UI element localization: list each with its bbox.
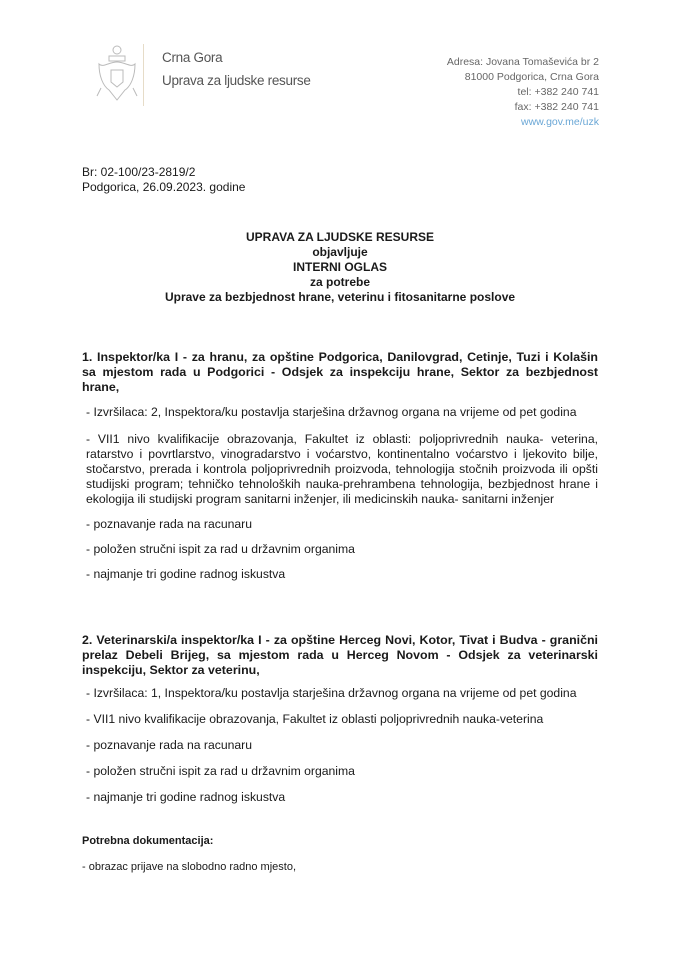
list-item: - Izvršilaca: 2, Inspektora/ku postavlja starješina državnog organa na vrijeme od pet godina (86, 405, 577, 419)
list-item: - obrazac prijave na slobodno radno mjesto, (82, 861, 297, 873)
title-line: INTERNI OGLAS (292, 260, 387, 274)
title-line: za potrebe (309, 275, 370, 289)
list-item: - Izvršilaca: 1, Inspektora/ku postavlja starješina državnog organa na vrijeme od pet godina (86, 686, 577, 700)
list-item: - najmanje tri godine radnog iskustva (86, 790, 286, 804)
title-line: Uprave za bezbjednost hrane, veterinu i fitosanitarne poslove (164, 290, 516, 304)
title-line: UPRAVA ZA LJUDSKE RESURSE (245, 230, 435, 244)
org-agency: Uprava za ljudske resurse (162, 73, 311, 88)
reference-block (82, 165, 245, 195)
document-title (82, 230, 598, 305)
position-1 (82, 350, 598, 582)
position-heading: 1. Inspektor/ka I - za hranu, za opštine Podgorica, Danilovgrad, Cetinje, Tuzi i Kolašin sa mjestom rada u Podgorici - Odsjek za inspekciju hrane, Sektor za bezbjednost hrane, (82, 350, 598, 394)
phone: tel: +382 240 741 (517, 86, 599, 98)
header-divider (143, 44, 144, 106)
list-item: - poznavanje rada na racunaru (86, 738, 252, 752)
address-city: 81000 Podgorica, Crna Gora (464, 71, 599, 83)
contact-address (447, 55, 599, 130)
org-country: Crna Gora (162, 50, 223, 65)
reference-number: Br: 02-100/23-2819/2 (82, 165, 196, 179)
address-line: Adresa: Jovana Tomaševića br 2 (446, 56, 599, 68)
fax: fax: +382 240 741 (514, 101, 599, 113)
list-item: - VII1 nivo kvalifikacije obrazovanja, Fakultet iz oblasti poljoprivrednih nauka-veterina (86, 712, 544, 726)
list-item: - položen stručni ispit za rad u državnim organima (86, 542, 355, 556)
list-item: - položen stručni ispit za rad u državnim organima (86, 764, 355, 778)
documentation-heading: Potrebna dokumentacija: (82, 835, 214, 847)
list-item: - VII1 nivo kvalifikacije obrazovanja, Fakultet iz oblasti: poljoprivrednih nauka- veterina, ratarstvo i povrtlarstvo, vinogradarstvo i voćarstvo, kontinentalno voćarstvo i ljekovito bilje, stočarstvo, prerada i kontrola poljoprivrednih proizvoda, tehnologija stočnih proizvoda ili opšti studijski program; tehničko tehnoloških nauka-prehrambena tehnologija, bezbjednost hrane i ekologija ili studijski program sanitarni inženjer, ili medicinskih nauka- sanitarni inženjer (86, 432, 598, 506)
list-item: - poznavanje rada na racunaru (86, 517, 252, 531)
organization-name (162, 46, 311, 92)
website-link[interactable]: www.gov.me/uzk (521, 116, 599, 128)
documentation (82, 834, 598, 875)
position-2 (82, 633, 598, 805)
position-heading: 2. Veterinarski/a inspektor/ka I - za opštine Herceg Novi, Kotor, Tivat i Budva - granični prelaz Debeli Brijeg, sa mjestom rada u Herceg Novom - Odsjek za veterinarski inspekciju, Sektor za veterinu, (82, 633, 598, 677)
reference-date: Podgorica, 26.09.2023. godine (82, 180, 246, 194)
list-item: - najmanje tri godine radnog iskustva (86, 567, 286, 581)
title-line: objavljuje (312, 245, 368, 259)
coat-of-arms-logo (95, 42, 139, 108)
